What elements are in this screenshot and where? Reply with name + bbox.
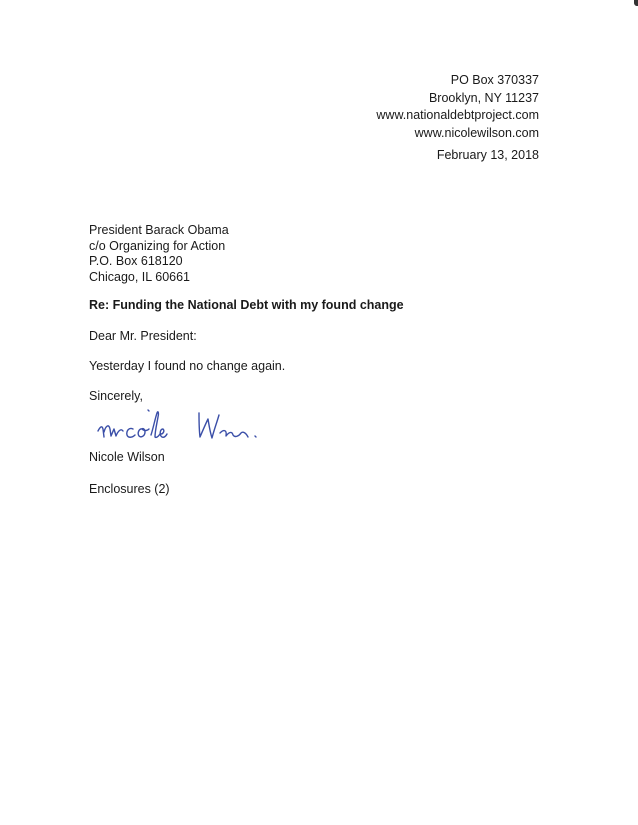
handwritten-signature	[95, 405, 260, 447]
sender-website-project: www.nationaldebtproject.com	[376, 108, 539, 122]
letter-body: Yesterday I found no change again.	[89, 359, 286, 373]
letter-date: February 13, 2018	[436, 148, 539, 162]
recipient-city-state: Chicago, IL 60661	[89, 269, 191, 284]
scan-edge-mark	[634, 0, 638, 6]
recipient-organization: c/o Organizing for Action	[89, 238, 226, 253]
sender-po-box: PO Box 370337	[450, 73, 539, 87]
closing: Sincerely,	[89, 389, 143, 403]
recipient-po-box: P.O. Box 618120	[89, 254, 183, 268]
signer-name: Nicole Wilson	[89, 450, 165, 464]
sender-city-state: Brooklyn, NY 11237	[428, 90, 539, 105]
sender-address-block	[376, 72, 539, 142]
recipient-address-block	[89, 223, 229, 285]
subject-line: Re: Funding the National Debt with my found change	[89, 298, 404, 312]
sender-website-personal: www.nicolewilson.com	[414, 125, 539, 140]
salutation: Dear Mr. President:	[89, 329, 197, 343]
enclosures-note: Enclosures (2)	[89, 482, 170, 496]
recipient-name: President Barack Obama	[89, 223, 229, 237]
